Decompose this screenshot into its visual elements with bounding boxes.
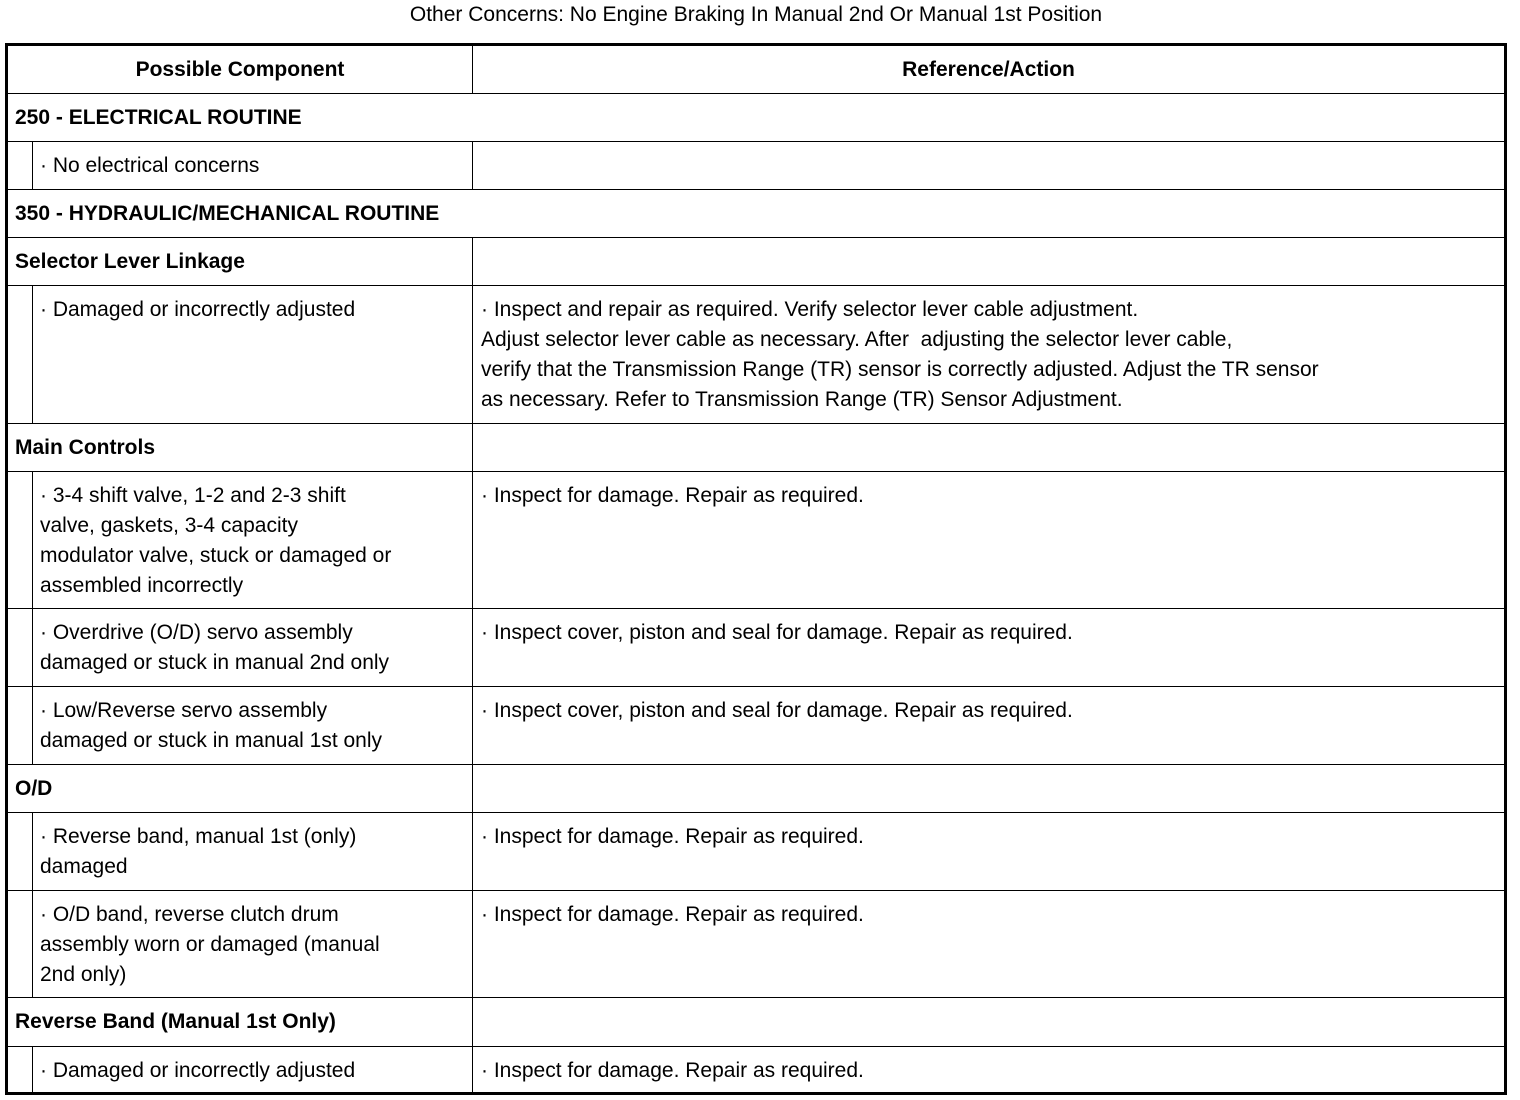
header-possible-component: Possible Component xyxy=(8,46,473,93)
text-line: damaged or stuck in manual 2nd only xyxy=(40,651,390,674)
table-row xyxy=(8,891,1504,998)
group-row xyxy=(8,424,1504,472)
text-line: assembly worn or damaged (manual xyxy=(40,933,380,956)
text-line: · Reverse band, manual 1st (only) xyxy=(40,825,357,848)
indent-cell xyxy=(8,687,33,764)
section-row xyxy=(8,94,1504,142)
table-row xyxy=(8,609,1504,687)
group-heading: Selector Lever Linkage xyxy=(8,238,473,285)
text-line: · Inspect for damage. Repair as required. xyxy=(481,484,864,507)
section-row xyxy=(8,190,1504,238)
empty-action-cell xyxy=(473,998,1504,1046)
text-line: damaged xyxy=(40,855,128,878)
component-cell xyxy=(33,891,473,997)
group-heading: Main Controls xyxy=(8,424,473,471)
text-line: · O/D band, reverse clutch drum xyxy=(40,903,339,926)
text-line: valve, gaskets, 3-4 capacity xyxy=(40,514,298,537)
group-row xyxy=(8,998,1504,1047)
indent-cell xyxy=(8,286,33,423)
text-line: assembled incorrectly xyxy=(40,574,244,597)
text-line: · 3-4 shift valve, 1-2 and 2-3 shift xyxy=(40,484,346,507)
indent-cell xyxy=(8,813,33,890)
text-line: · Overdrive (O/D) servo assembly xyxy=(40,621,353,644)
text-line: as necessary. Refer to Transmission Range (TR) Sensor Adjustment. xyxy=(481,388,1123,411)
indent-cell xyxy=(8,609,33,686)
text-line: · Inspect for damage. Repair as required. xyxy=(481,825,864,848)
text-line: · Inspect for damage. Repair as required. xyxy=(481,1059,864,1082)
text-line: · Damaged or incorrectly adjusted xyxy=(40,298,356,321)
diagnostic-table xyxy=(5,43,1507,1095)
text-line: modulator valve, stuck or damaged or xyxy=(40,544,392,567)
table-row xyxy=(8,286,1504,424)
text-line: Adjust selector lever cable as necessary. After adjusting the selector lever cable, xyxy=(481,328,1233,351)
indent-cell xyxy=(8,142,33,189)
table-row xyxy=(8,142,1504,190)
component-cell xyxy=(33,1047,473,1095)
action-cell xyxy=(473,1047,1504,1095)
component-cell xyxy=(33,609,473,686)
text-line: · Inspect and repair as required. Verify selector lever cable adjustment. xyxy=(481,298,1139,321)
text-line: · Inspect cover, piston and seal for damage. Repair as required. xyxy=(481,621,1073,644)
action-cell xyxy=(473,891,1504,997)
header-reference-action: Reference/Action xyxy=(902,58,1075,81)
text-line: · Low/Reverse servo assembly xyxy=(40,699,328,722)
section-heading: 350 - HYDRAULIC/MECHANICAL ROUTINE xyxy=(15,202,440,225)
page-title: Other Concerns: No Engine Braking In Manual 2nd Or Manual 1st Position xyxy=(409,3,1103,26)
component-cell xyxy=(33,472,473,608)
group-row xyxy=(8,765,1504,813)
action-cell xyxy=(473,142,1504,189)
text-line: · Inspect cover, piston and seal for damage. Repair as required. xyxy=(481,699,1073,722)
section-heading: 250 - ELECTRICAL ROUTINE xyxy=(15,106,302,129)
table-header-row xyxy=(8,46,1504,94)
table-row xyxy=(8,687,1504,765)
text-line: · Damaged or incorrectly adjusted xyxy=(40,1059,356,1082)
group-heading: Reverse Band (Manual 1st Only) xyxy=(8,998,473,1046)
text-line: 2nd only) xyxy=(40,963,127,986)
indent-cell xyxy=(8,472,33,608)
text-line: · No electrical concerns xyxy=(40,154,260,177)
action-cell xyxy=(473,609,1504,686)
component-cell xyxy=(33,286,473,423)
indent-cell xyxy=(8,891,33,997)
indent-cell xyxy=(8,1047,33,1095)
component-cell xyxy=(33,813,473,890)
text-line: verify that the Transmission Range (TR) sensor is correctly adjusted. Adjust the TR sensor xyxy=(481,358,1319,381)
table-row xyxy=(8,472,1504,609)
component-cell xyxy=(33,142,473,189)
empty-action-cell xyxy=(473,424,1504,471)
component-cell xyxy=(33,687,473,764)
table-row xyxy=(8,813,1504,891)
action-cell xyxy=(473,687,1504,764)
action-cell xyxy=(473,813,1504,890)
table-row xyxy=(8,1047,1504,1095)
empty-action-cell xyxy=(473,765,1504,812)
action-cell xyxy=(473,286,1504,423)
group-row xyxy=(8,238,1504,286)
action-cell xyxy=(473,472,1504,608)
group-heading: O/D xyxy=(8,765,473,812)
empty-action-cell xyxy=(473,238,1504,285)
text-line: · Inspect for damage. Repair as required. xyxy=(481,903,864,926)
text-line: damaged or stuck in manual 1st only xyxy=(40,729,383,752)
